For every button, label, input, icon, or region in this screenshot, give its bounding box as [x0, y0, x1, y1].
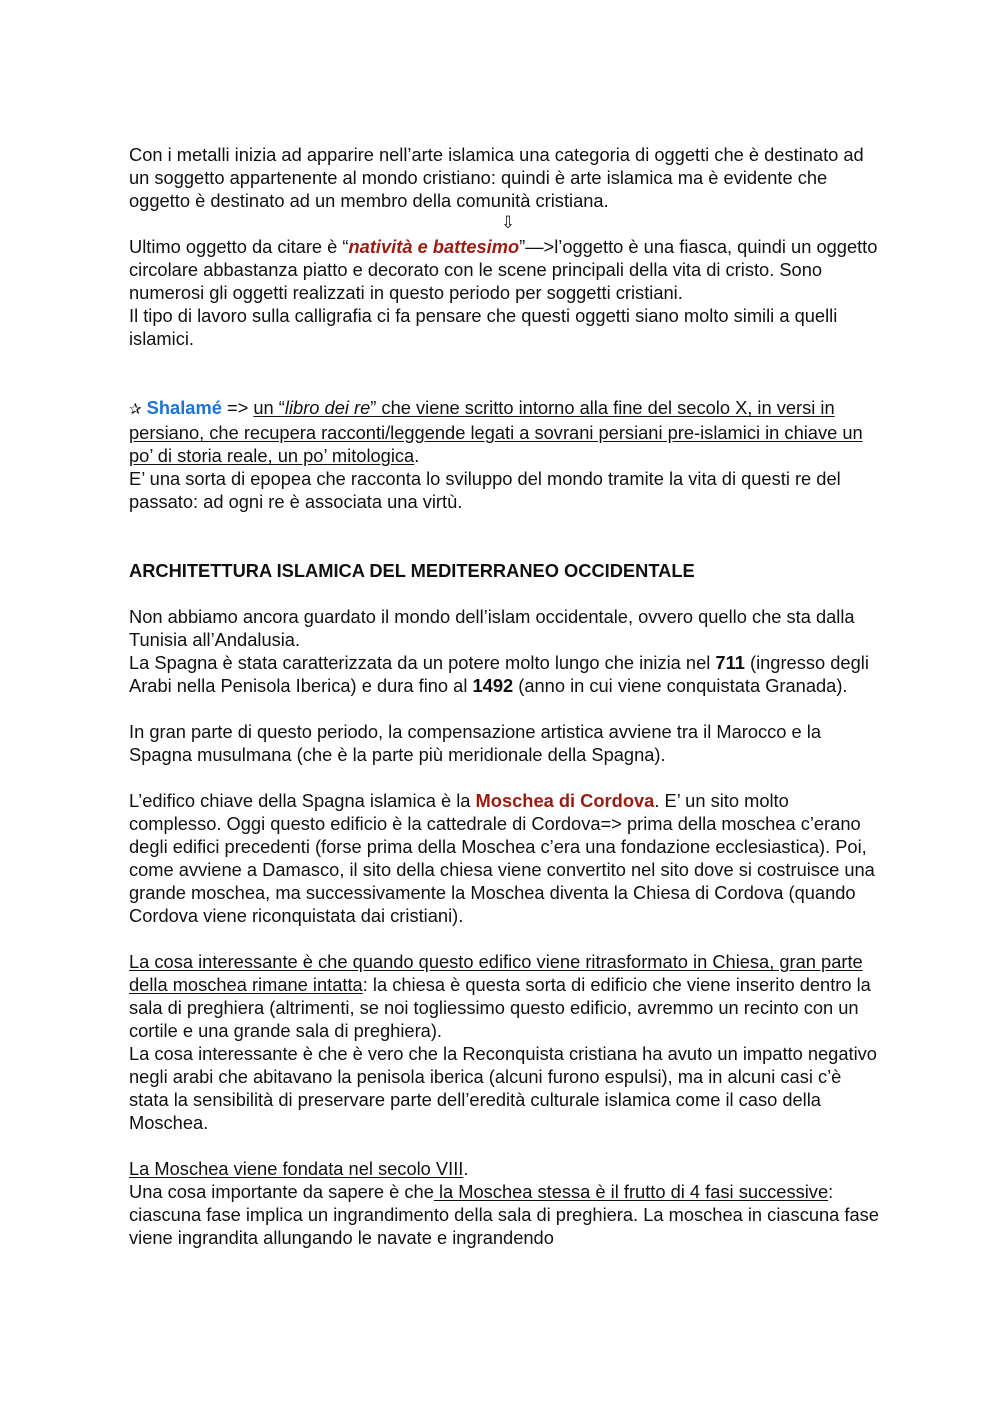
paragraph-calligrafia: Il tipo di lavoro sulla calligrafia ci fa pensare che questi oggetti siano molto simili a quelli islamici.: [129, 305, 838, 349]
year-711: 711: [715, 652, 745, 673]
underlined-text: La Moschea viene fondata nel secolo VIII: [129, 1158, 464, 1179]
text-segment: La Spagna è stata caratterizzata da un potere molto lungo che inizia nel: [129, 652, 716, 673]
spacer: [129, 927, 879, 950]
text-segment: ” che viene scritto intorno alla fine del secolo X, in versi in persiano, che recupera racconti/leggende legati a sovrani persiani pre-islamici in chiave un po’ di storia reale, un po’ mitologica: [129, 397, 863, 466]
spacer: [129, 513, 879, 559]
paragraph-fasi: [129, 1180, 879, 1249]
paragraph-islam-occidentale: Non abbiamo ancora guardato il mondo dell’islam occidentale, ovvero quello che sta dalla Tunisia all’Andalusia.: [129, 606, 855, 650]
spacer: [129, 697, 879, 720]
text-segment: L’edifico chiave della Spagna islamica è la: [129, 790, 476, 811]
star-icon: ✰: [129, 400, 142, 418]
down-arrow-icon: ⇩: [500, 213, 516, 233]
text-segment: un “: [253, 397, 285, 418]
text-segment: : ciascuna fase implica un ingrandimento della sala di preghiera. La moschea in ciascuna fase viene ingrandita allungando le navate e ingrandendo: [129, 1181, 879, 1248]
paragraph-reconquista: La cosa interessante è che è vero che la Reconquista cristiana ha avuto un impatto negativo negli arabi che abitavano la penisola iberica (alcuni furono espulsi), ma in alcuni casi c’è stata la sensibilità di preservare parte dell’eredità culturale islamica come il caso della Moschea.: [129, 1043, 877, 1133]
paragraph-spagna: [129, 651, 879, 697]
spacer: [129, 766, 879, 789]
document-page: [129, 143, 879, 1249]
italic-libro-dei-re: libro dei re: [284, 397, 371, 418]
paragraph-fondazione: [129, 1157, 879, 1180]
year-1492: 1492: [472, 675, 514, 696]
paragraph-metalli: Con i metalli inizia ad apparire nell’arte islamica una categoria di oggetti che è destinato ad un soggetto appartenente al mondo cristiano: quindi è arte islamica ma è evidente che oggetto è destinato ad un membro della comunità cristiana.: [129, 144, 864, 211]
text-segment: .: [463, 1158, 469, 1179]
spacer: [129, 350, 879, 396]
highlight-moschea-cordova: Moschea di Cordova: [475, 790, 655, 811]
spacer: [129, 582, 879, 605]
text-segment: : la chiesa è questa sorta di edificio che viene inserito dentro la sala di preghiera (altrimenti, se noi togliessimo questo edificio, avremmo un recinto con un cortile e una grande sala di preghiera).: [129, 974, 871, 1041]
spacer: [129, 1134, 879, 1157]
highlight-nativita: natività e battesimo: [348, 236, 520, 257]
section-heading: ARCHITETTURA ISLAMICA DEL MEDITERRANEO OCCIDENTALE: [129, 560, 695, 581]
underlined-text: la Moschea stessa è il frutto di 4 fasi successive: [433, 1181, 829, 1202]
text-segment: (anno in cui viene conquistata Granada).: [513, 675, 848, 696]
underlined-text: La cosa interessante è che quando questo edifico viene ritrasformato in Chiesa, gran parte della moschea rimane intatta: [129, 951, 863, 995]
text-segment: .: [414, 445, 420, 466]
paragraph-cordova: [129, 789, 879, 927]
paragraph-chiesa: [129, 950, 879, 1042]
highlight-shalame: Shalamé: [146, 397, 222, 418]
text-segment: ”—>l’oggetto è una fiasca, quindi un oggetto circolare abbastanza piatto e decorato con le scene principali della vita di cristo. Sono numerosi gli oggetti realizzati in questo periodo per soggetti cristiani.: [129, 236, 878, 303]
text-segment: Ultimo oggetto da citare è “: [129, 236, 349, 257]
paragraph-epopea: E’ una sorta di epopea che racconta lo sviluppo del mondo tramite la vita di questi re del passato: ad ogni re è associata una virtù.: [129, 468, 841, 512]
paragraph-compensazione: In gran parte di questo periodo, la compensazione artistica avviene tra il Marocco e la Spagna musulmana (che è la parte più meridionale della Spagna).: [129, 721, 822, 765]
text-segment: Una cosa importante da sapere è che: [129, 1181, 434, 1202]
text-segment: =>: [221, 397, 254, 418]
paragraph-nativita: [129, 235, 879, 304]
text-segment: (ingresso degli Arabi nella Penisola Iberica) e dura fino al: [129, 652, 869, 696]
paragraph-shalame: [129, 396, 879, 467]
text-segment: . E’ un sito molto complesso. Oggi questo edificio è la cattedrale di Cordova=> prima della moschea c’erano degli edifici precedenti (forse prima della Moschea c’era una fondazione ecclesiastica). Poi, come avviene a Damasco, il sito della chiesa viene convertito nel sito dove si costruisce una grande moschea, ma successivamente la Moschea diventa la Chiesa di Cordova (quando Cordova viene riconquistata dai cristiani).: [129, 790, 875, 926]
